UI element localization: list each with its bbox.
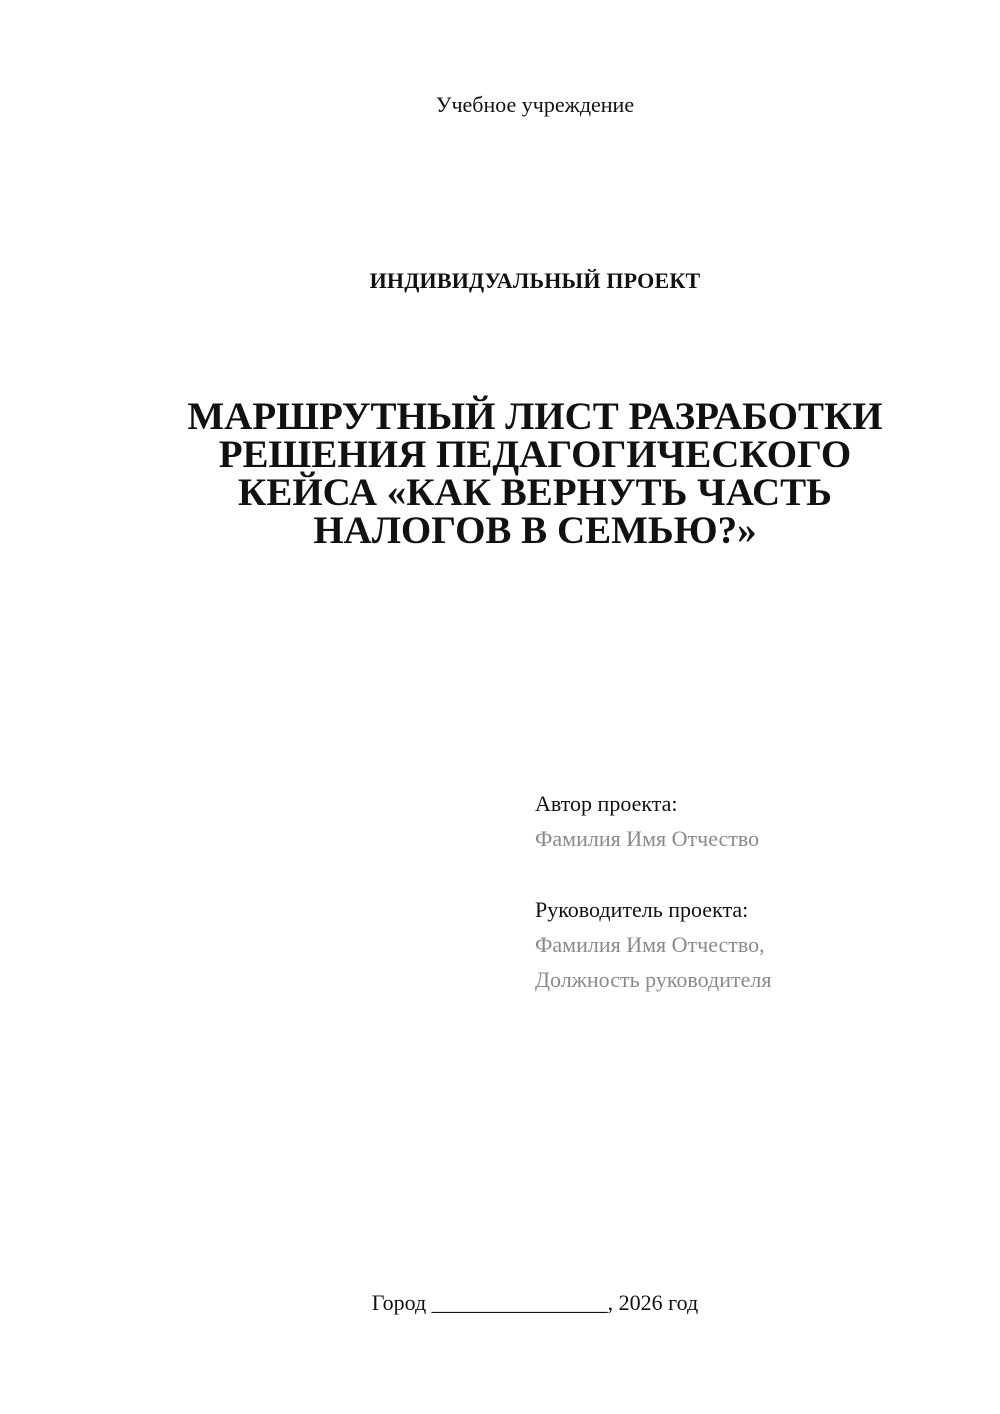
- author-name: Фамилия Имя Отчество: [535, 826, 760, 851]
- supervisor-name: Фамилия Имя Отчество,: [535, 932, 765, 957]
- institution-name: Учебное учреждение: [435, 92, 635, 117]
- project-title-line-1: МАРШРУТНЫЙ ЛИСТ РАЗРАБОТКИ: [187, 395, 883, 438]
- project-title-line-2: РЕШЕНИЯ ПЕДАГОГИЧЕСКОГО: [218, 433, 852, 476]
- project-type-heading: ИНДИВИДУАЛЬНЫЙ ПРОЕКТ: [369, 268, 701, 293]
- project-title-line-3: КЕЙСА «КАК ВЕРНУТЬ ЧАСТЬ: [238, 471, 832, 514]
- author-block: [535, 786, 975, 856]
- project-title-line-4: НАЛОГОВ В СЕМЬЮ?»: [313, 509, 757, 552]
- project-title: [180, 395, 890, 552]
- author-label: Автор проекта:: [535, 791, 678, 816]
- city-year-footer: Город ________________, 2026 год: [371, 1290, 699, 1315]
- supervisor-block: [535, 892, 975, 997]
- supervisor-label: Руководитель проекта:: [535, 897, 749, 922]
- supervisor-position: Должность руководителя: [535, 967, 772, 992]
